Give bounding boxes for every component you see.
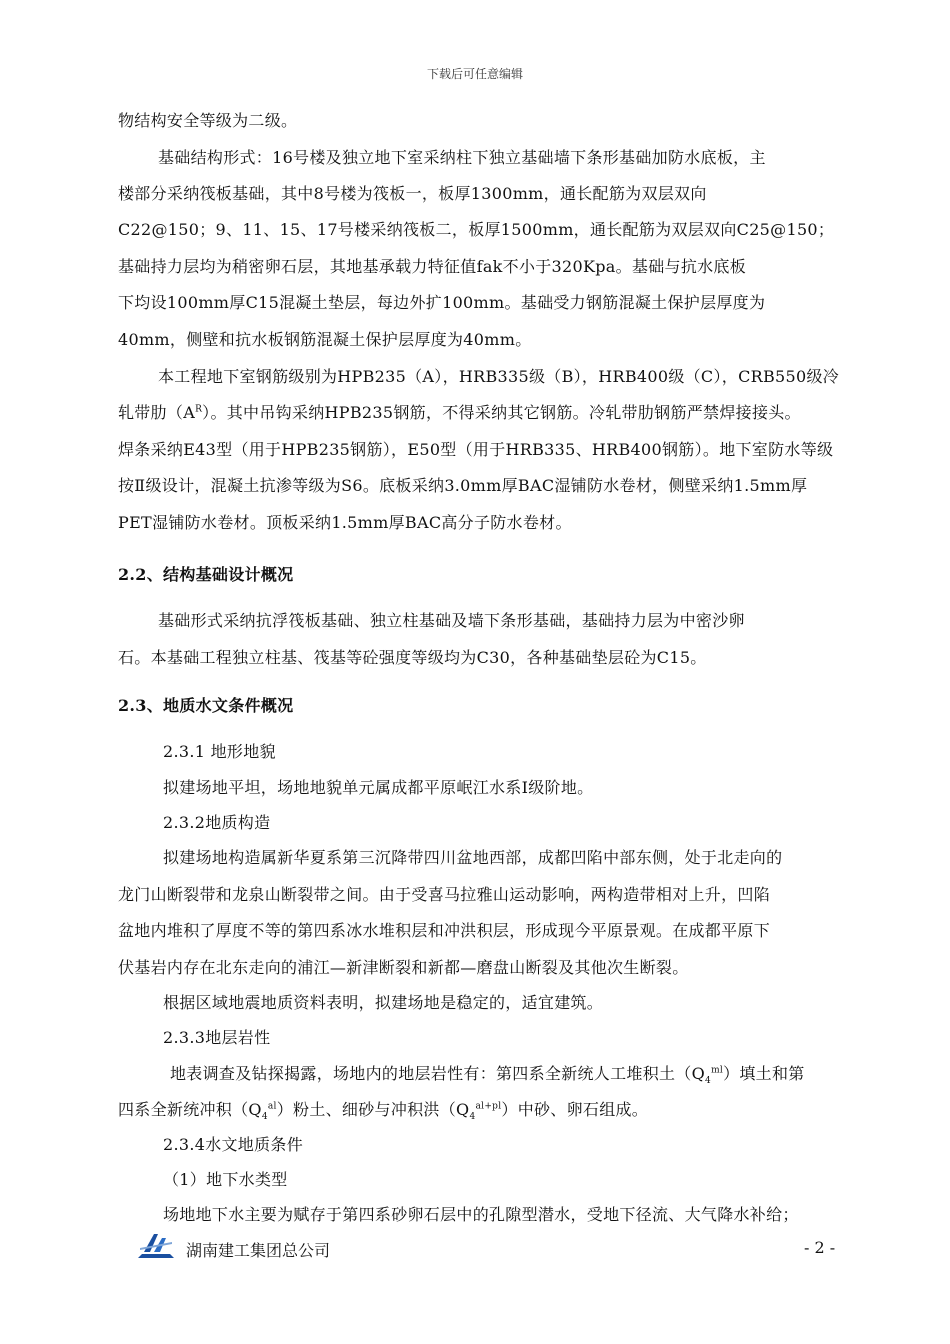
section-heading: 2.2、结构基础设计概况: [118, 565, 294, 584]
text-line: 伏基岩内存在北东走向的浦江—新津断裂和新都—磨盘山断裂及其他次生断裂。: [118, 958, 689, 977]
subscript: 4: [469, 1112, 476, 1123]
superscript: R: [195, 404, 203, 415]
text-line: PET湿铺防水卷材。顶板采纳1.5mm厚BAC高分子防水卷材。: [118, 513, 572, 532]
subsection-heading: 2.3.1 地形地貌: [163, 742, 276, 761]
text-line: 40mm，侧壁和抗水板钢筋混凝土保护层厚度为40mm。: [118, 330, 532, 349]
text-line: [118, 400, 801, 423]
page-header: 下载后可任意编辑: [426, 67, 523, 81]
text-line: 焊条采纳E43型（用于HPB235钢筋），E50型（用于HRB335、HRB400钢筋）。地下室防水等级: [118, 440, 834, 459]
superscript: al: [267, 1101, 277, 1112]
text-line: 基础结构形式：16号楼及独立地下室采纳柱下独立基础墙下条形基础加防水底板，主: [158, 148, 766, 167]
text-line: 盆地内堆积了厚度不等的第四系冰水堆积层和冲洪积层，形成现今平原景观。在成都平原下: [118, 921, 771, 940]
text-segment: ）。其中吊钩采纳HPB235钢筋，不得采纳其它钢筋。冷轧带肋钢筋严禁焊接接头。: [202, 403, 801, 422]
section-heading: 2.3、地质水文条件概况: [118, 696, 294, 715]
superscript: ml: [711, 1065, 724, 1076]
text-line: 场地地下水主要为赋存于第四系砂卵石层中的孔隙型潜水，受地下径流、大气降水补给；: [163, 1205, 799, 1224]
text-segment: 轧带肋（A: [118, 403, 196, 422]
text-line: C22@150；9、11、15、17号楼采纳筏板二，板厚1500mm，通长配筋为双层双向C25@150；: [118, 220, 835, 239]
subsection-heading: （1）地下水类型: [163, 1170, 288, 1189]
text-line: 楼部分采纳筏板基础，其中8号楼为筏板一，板厚1300mm，通长配筋为双层双向: [118, 184, 707, 203]
text-line: 龙门山断裂带和龙泉山断裂带之间。由于受喜马拉雅山运动影响，两构造带相对上升，凹陷: [118, 885, 771, 904]
text-segment: 地表调查及钻探揭露，场地内的地层岩性有：第四系全新统人工堆积土（Q: [170, 1064, 706, 1083]
text-line: [170, 1061, 805, 1086]
subsection-heading: 2.3.4水文地质条件: [163, 1135, 304, 1154]
subscript: 4: [705, 1076, 712, 1087]
text-line: 石。本基础工程独立柱基、筏基等砼强度等级均为C30，各种基础垫层砼为C15。: [118, 648, 707, 667]
text-segment: ）粉土、细砂与冲积洪（Q: [276, 1100, 470, 1119]
text-line: 下均设100mm厚C15混凝土垫层，每边外扩100mm。基础受力钢筋混凝土保护层厚度为: [118, 293, 766, 312]
text-line: 拟建场地构造属新华夏系第三沉降带四川盆地西部，成都凹陷中部东侧，处于北走向的: [163, 848, 783, 867]
footer-company: 湖南建工集团总公司: [186, 1241, 331, 1260]
text-line: 拟建场地平坦，场地地貌单元属成都平原岷江水系Ⅰ级阶地。: [163, 778, 594, 797]
page-number: - 2 -: [804, 1238, 836, 1257]
superscript: al+pl: [475, 1101, 502, 1112]
text-segment: ）填土和第: [723, 1064, 805, 1083]
text-line: 物结构安全等级为二级。: [118, 111, 298, 130]
text-segment: 四系全新统冲积（Q: [118, 1100, 262, 1119]
text-line: 基础形式采纳抗浮筏板基础、独立柱基础及墙下条形基础，基础持力层为中密沙卵: [158, 611, 745, 630]
text-line: 本工程地下室钢筋级别为HPB235（A），HRB335级（B），HRB400级（C），CRB550级冷: [158, 367, 840, 386]
subsection-heading: 2.3.3地层岩性: [163, 1028, 271, 1047]
company-logo-icon: [136, 1228, 176, 1262]
text-line: 按Ⅱ级设计，混凝土抗渗等级为S6。底板采纳3.0mm厚BAC湿铺防水卷材，侧壁采纳1.5mm厚: [118, 476, 808, 495]
text-line: 基础持力层均为稍密卵石层，其地基承载力特征值fak不小于320Kpa。基础与抗水底板: [118, 257, 747, 276]
subsection-heading: 2.3.2地质构造: [163, 813, 271, 832]
subscript: 4: [261, 1112, 268, 1123]
text-line: [118, 1097, 648, 1122]
text-segment: ）中砂、卵石组成。: [501, 1100, 649, 1119]
text-line: 根据区域地震地质资料表明，拟建场地是稳定的，适宜建筑。: [163, 993, 604, 1012]
